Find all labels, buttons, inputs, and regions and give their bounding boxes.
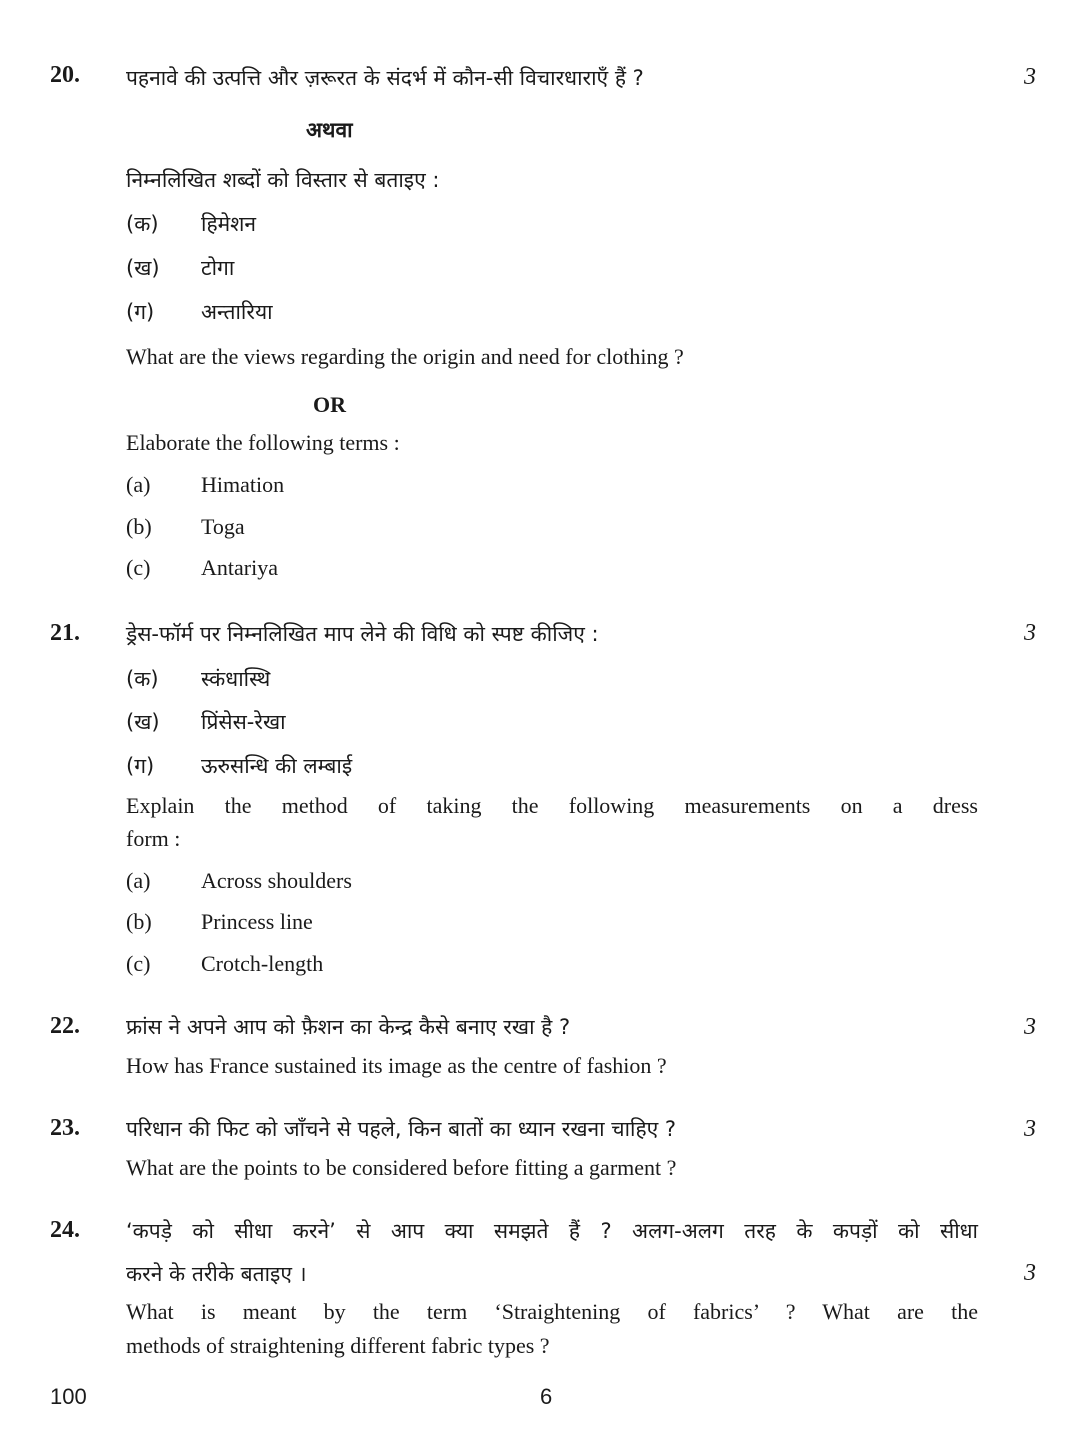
hindi-option: (ग) अन्तारिया	[126, 300, 273, 324]
english-option: (b) Princess line	[126, 909, 313, 934]
page-number: 6	[540, 1384, 553, 1409]
hindi-question: पहनावे की उत्पत्ति और ज़रूरत के संदर्भ में कौन-सी विचारधाराएँ हैं ?	[126, 66, 644, 90]
hindi-option: (ख) प्रिंसेस-रेखा	[126, 710, 286, 734]
english-option: (a) Across shoulders	[126, 868, 352, 893]
hindi-question-line2: करने के तरीके बताइए ।	[126, 1262, 307, 1286]
english-option: (b) Toga	[126, 514, 245, 539]
question-number: 20.	[50, 62, 80, 88]
hindi-option: (क) हिमेशन	[126, 212, 257, 236]
english-instruction: Elaborate the following terms :	[126, 430, 400, 455]
question-number: 21.	[50, 620, 80, 646]
english-question-line2: form :	[126, 826, 181, 851]
hindi-question: परिधान की फिट को जाँचने से पहले, किन बातों का ध्यान रखना चाहिए ?	[126, 1117, 677, 1141]
hindi-or: अथवा	[306, 118, 353, 142]
hindi-question: ड्रेस-फॉर्म पर निम्नलिखित माप लेने की विधि को स्पष्ट कीजिए :	[126, 622, 599, 646]
english-question-line1: What is meant by the term ‘Straightening of fabrics’ ? What are the	[126, 1299, 978, 1324]
english-option: (a) Himation	[126, 472, 285, 497]
hindi-option: (ग) ऊरुसन्धि की लम्बाई	[126, 754, 353, 778]
english-question: What are the views regarding the origin and need for clothing ?	[126, 344, 684, 369]
marks: 3	[1024, 620, 1036, 646]
question-number: 24.	[50, 1217, 80, 1243]
hindi-question: फ्रांस ने अपने आप को फ़ैशन का केन्द्र कैसे बनाए रखा है ?	[126, 1015, 571, 1039]
question-number: 22.	[50, 1013, 80, 1039]
english-or: OR	[313, 392, 346, 417]
hindi-question-line1: ‘कपड़े को सीधा करने’ से आप क्या समझते हैं ? अलग-अलग तरह के कपड़ों को सीधा	[126, 1219, 978, 1243]
hindi-option: (ख) टोगा	[126, 256, 235, 280]
marks: 3	[1024, 1116, 1036, 1142]
english-option: (c) Antariya	[126, 555, 278, 580]
english-question-line2: methods of straightening different fabric types ?	[126, 1333, 550, 1358]
hindi-option: (क) स्कंधास्थि	[126, 667, 271, 691]
marks: 3	[1024, 1014, 1036, 1040]
question-number: 23.	[50, 1115, 80, 1141]
marks: 3	[1024, 64, 1036, 90]
english-question: What are the points to be considered before fitting a garment ?	[126, 1155, 677, 1180]
english-option: (c) Crotch-length	[126, 951, 324, 976]
english-question: How has France sustained its image as the centre of fashion ?	[126, 1053, 667, 1078]
marks: 3	[1024, 1260, 1036, 1286]
paper-code: 100	[50, 1384, 87, 1409]
english-question-line1: Explain the method of taking the following measurements on a dress	[126, 793, 978, 818]
hindi-instruction: निम्नलिखित शब्दों को विस्तार से बताइए :	[126, 168, 440, 192]
